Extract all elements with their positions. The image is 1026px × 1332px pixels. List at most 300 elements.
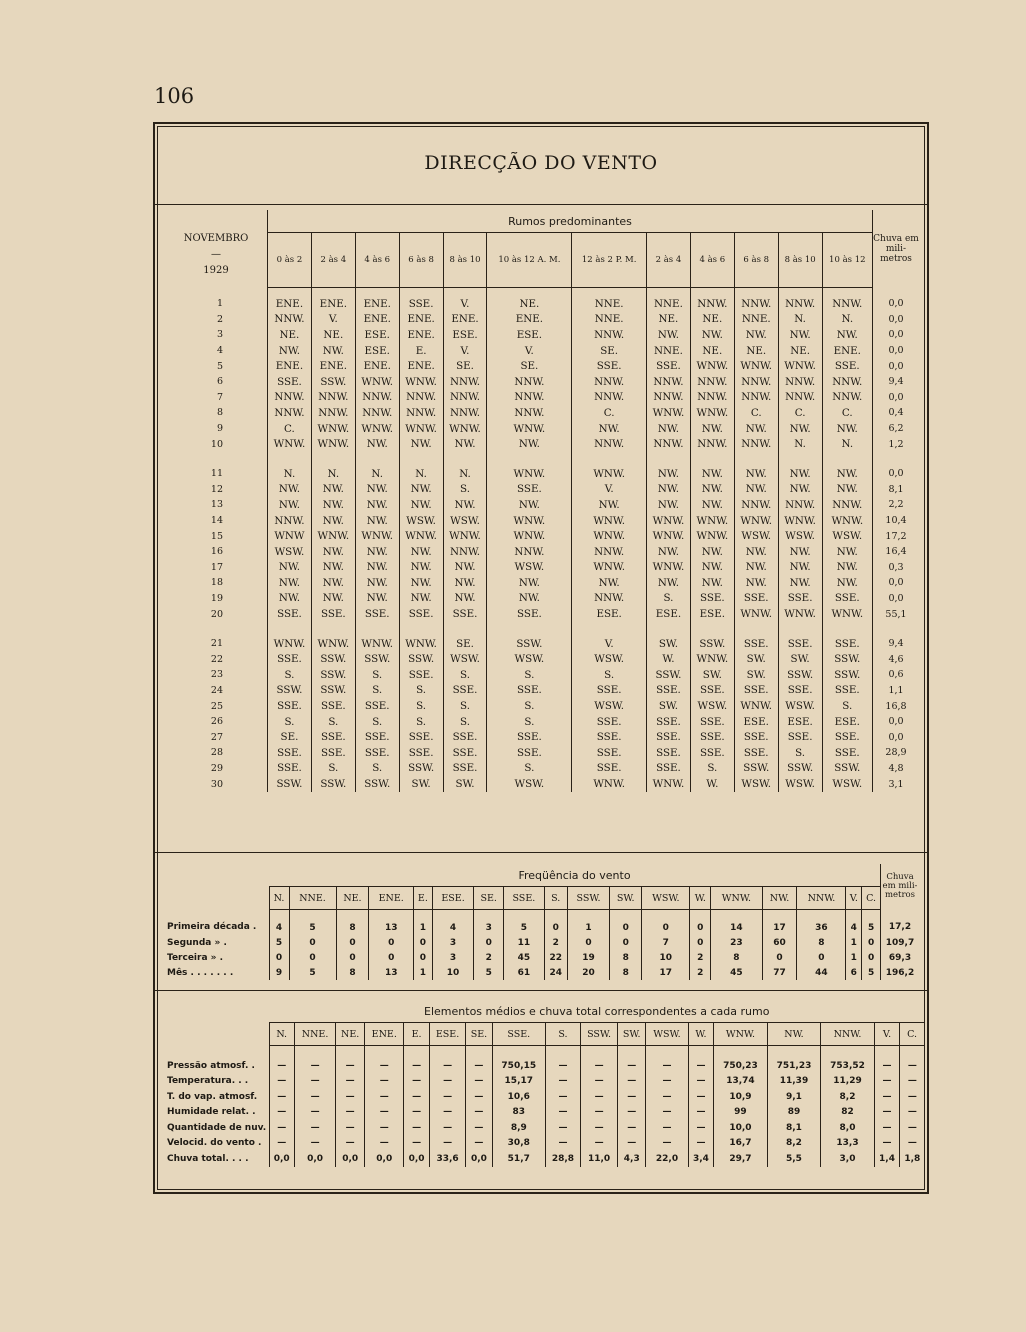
wind-cell: NW. <box>268 343 312 359</box>
wind-cell: SSE. <box>487 683 572 699</box>
wind-cell: SSW. <box>311 667 355 683</box>
frequency-cell: 22 <box>544 950 567 965</box>
rain-cell: 0,3 <box>873 560 920 576</box>
frequency-table <box>165 864 919 980</box>
element-cell: — <box>546 1136 581 1152</box>
table-row <box>165 965 919 980</box>
wind-cell: ENE. <box>443 312 487 328</box>
direction-column-header: SE. <box>474 887 504 910</box>
wind-cell: SSE. <box>647 714 691 730</box>
direction-column-header: E. <box>414 887 433 910</box>
wind-cell: ESE. <box>355 343 399 359</box>
wind-cell: WNW. <box>778 606 822 622</box>
table-row <box>165 1151 925 1167</box>
rain-cell: 28,9 <box>873 745 920 761</box>
wind-cell: ENE. <box>268 358 312 374</box>
wind-cell: WNW. <box>572 528 647 544</box>
wind-cell: NW. <box>311 591 355 607</box>
wind-cell: SSW. <box>399 651 443 667</box>
wind-cell: NNW. <box>355 390 399 406</box>
wind-cell: SW. <box>734 667 778 683</box>
wind-cell: SSE. <box>647 745 691 761</box>
wind-cell: W. <box>690 776 734 792</box>
wind-cell: NNW. <box>690 374 734 390</box>
wind-cell: S. <box>355 683 399 699</box>
wind-cell: N. <box>778 436 822 452</box>
frequency-cell: 7 <box>642 935 690 950</box>
wind-cell: NW. <box>399 482 443 498</box>
element-cell: 0,0 <box>365 1151 404 1167</box>
wind-cell: NNW. <box>443 390 487 406</box>
wind-cell: ESE. <box>778 714 822 730</box>
wind-cell: SSE. <box>822 683 872 699</box>
wind-cell: NW. <box>734 544 778 560</box>
direction-column-header: C. <box>900 1023 925 1046</box>
wind-cell: NW. <box>690 560 734 576</box>
wind-cell: NNW. <box>311 405 355 421</box>
wind-cell: WNW. <box>572 513 647 529</box>
wind-cell: E. <box>399 343 443 359</box>
page-title: DIRECÇÃO DO VENTO <box>424 152 658 174</box>
element-cell: — <box>269 1089 294 1105</box>
wind-cell: N. <box>355 466 399 482</box>
wind-cell: NW. <box>822 560 872 576</box>
element-cell: — <box>900 1089 925 1105</box>
wind-cell: SSE. <box>690 745 734 761</box>
wind-cell: N. <box>822 312 872 328</box>
direction-column-header: WNW. <box>711 887 762 910</box>
wind-cell: NNW. <box>734 374 778 390</box>
time-column-header: 12 às 2 P. M. <box>572 233 647 288</box>
rain-cell: 69,3 <box>881 950 920 965</box>
wind-cell: WNW. <box>487 421 572 437</box>
wind-cell: WNW. <box>647 560 691 576</box>
wind-cell: NW. <box>443 497 487 513</box>
wind-cell: SSE. <box>487 606 572 622</box>
table-row <box>165 1120 925 1136</box>
element-cell: — <box>269 1046 294 1074</box>
element-cell: — <box>646 1105 689 1121</box>
wind-cell: SSE. <box>734 636 778 652</box>
day-cell: 9 <box>216 423 223 435</box>
wind-cell: WNW. <box>647 405 691 421</box>
direction-column-header: E. <box>404 1023 429 1046</box>
wind-cell: NW. <box>778 575 822 591</box>
row-label: Segunda » . <box>167 937 227 948</box>
element-cell: 28,8 <box>546 1151 581 1167</box>
frequency-cell: 5 <box>862 965 881 980</box>
element-cell: — <box>874 1089 899 1105</box>
wind-cell: S. <box>690 761 734 777</box>
rain-cell: 0,0 <box>873 288 920 312</box>
wind-cell: NNW. <box>647 390 691 406</box>
wind-cell: SSE. <box>443 606 487 622</box>
wind-cell: ESE. <box>487 327 572 343</box>
wind-cell: NE. <box>778 343 822 359</box>
wind-cell: ESE. <box>355 327 399 343</box>
wind-cell: SSE. <box>734 745 778 761</box>
table-row <box>165 1136 925 1152</box>
element-cell: — <box>546 1089 581 1105</box>
wind-cell: NNW. <box>690 288 734 312</box>
wind-cell: NW. <box>572 575 647 591</box>
rain-cell: 4,8 <box>873 761 920 777</box>
element-cell: — <box>466 1046 492 1074</box>
direction-column-header: C. <box>862 887 881 910</box>
wind-cell: S. <box>268 714 312 730</box>
element-cell: — <box>688 1074 713 1090</box>
wind-cell: SSW. <box>690 636 734 652</box>
direction-column-header: S. <box>546 1023 581 1046</box>
frequency-cell: 0 <box>642 910 690 936</box>
table-row <box>165 466 919 482</box>
wind-cell: SSE. <box>268 745 312 761</box>
wind-cell: WNW. <box>399 421 443 437</box>
wind-cell: SSE. <box>355 729 399 745</box>
wind-cell: NNW. <box>647 436 691 452</box>
element-cell: — <box>466 1074 492 1090</box>
wind-cell: SSE. <box>572 358 647 374</box>
element-cell: — <box>404 1089 429 1105</box>
day-cell: 20 <box>210 608 223 620</box>
frequency-cell: 17 <box>762 910 797 936</box>
wind-cell: NW. <box>647 544 691 560</box>
direction-column-header: ESE. <box>429 1023 466 1046</box>
wind-cell: NNE. <box>734 312 778 328</box>
frequency-cell: 23 <box>711 935 762 950</box>
time-column-header: 6 às 8 <box>399 233 443 288</box>
wind-cell: N. <box>778 312 822 328</box>
wind-cell: NNW. <box>572 591 647 607</box>
element-cell: — <box>646 1074 689 1090</box>
wind-cell: WNW. <box>268 636 312 652</box>
direction-column-header: NNW. <box>797 887 846 910</box>
frequency-cell: 36 <box>797 910 846 936</box>
element-cell: 30,8 <box>492 1136 546 1152</box>
wind-cell: SSW. <box>355 776 399 792</box>
row-label: Pressão atmosf. . <box>167 1060 255 1071</box>
element-cell: 5,5 <box>767 1151 821 1167</box>
row-label: Primeira década . <box>167 922 257 933</box>
wind-cell: NW. <box>487 497 572 513</box>
wind-cell: N. <box>399 466 443 482</box>
wind-cell: WNW. <box>311 528 355 544</box>
wind-cell: NW. <box>399 575 443 591</box>
wind-cell: NW. <box>399 544 443 560</box>
element-cell: — <box>365 1089 404 1105</box>
wind-cell: NW. <box>355 575 399 591</box>
row-label: Mês . . . . . . . <box>167 967 234 978</box>
day-cell: 21 <box>210 638 223 650</box>
wind-cell: NW. <box>268 482 312 498</box>
element-cell: — <box>429 1136 466 1152</box>
day-cell: 12 <box>210 483 223 495</box>
wind-cell: SSW. <box>822 651 872 667</box>
element-cell: 1,4 <box>874 1151 899 1167</box>
element-cell: — <box>336 1105 365 1121</box>
wind-cell: S. <box>311 714 355 730</box>
day-cell: 3 <box>216 329 223 341</box>
wind-cell: WNW. <box>690 528 734 544</box>
element-cell: — <box>618 1120 646 1136</box>
rain-cell: 55,1 <box>873 606 920 622</box>
element-cell: 0,0 <box>336 1151 365 1167</box>
element-cell: — <box>546 1105 581 1121</box>
frequency-cell: 2 <box>690 965 711 980</box>
wind-cell: NW. <box>647 327 691 343</box>
element-cell: — <box>874 1046 899 1074</box>
element-cell: — <box>466 1120 492 1136</box>
element-cell: 8,0 <box>821 1120 875 1136</box>
table-row <box>165 436 919 452</box>
wind-cell: SW. <box>647 636 691 652</box>
wind-cell: V. <box>443 343 487 359</box>
direction-column-header: SE. <box>466 1023 492 1046</box>
wind-cell: S. <box>311 761 355 777</box>
wind-cell: S. <box>487 714 572 730</box>
element-cell: — <box>874 1136 899 1152</box>
wind-cell: SSW. <box>822 667 872 683</box>
wind-cell: SW. <box>443 776 487 792</box>
day-cell: 15 <box>210 530 223 542</box>
wind-cell: WNW. <box>443 528 487 544</box>
wind-cell: WNW. <box>487 513 572 529</box>
wind-cell: S. <box>355 667 399 683</box>
wind-cell: NW. <box>572 497 647 513</box>
wind-cell: S. <box>399 698 443 714</box>
wind-cell: WSW. <box>443 651 487 667</box>
element-cell: 0,0 <box>269 1151 294 1167</box>
wind-cell: NW. <box>443 560 487 576</box>
wind-cell: NNW. <box>572 436 647 452</box>
frequency-cell: 0 <box>289 935 336 950</box>
element-cell: — <box>580 1089 617 1105</box>
wind-cell: NW. <box>647 575 691 591</box>
table-row <box>165 1074 925 1090</box>
wind-cell: NW. <box>822 575 872 591</box>
wind-cell: S. <box>647 591 691 607</box>
wind-cell: NW. <box>311 513 355 529</box>
frequency-cell: 8 <box>610 965 642 980</box>
wind-cell: SSE. <box>399 667 443 683</box>
wind-cell: N. <box>443 466 487 482</box>
wind-cell: SW. <box>734 651 778 667</box>
wind-cell: SSW. <box>399 761 443 777</box>
wind-cell: NW. <box>690 497 734 513</box>
wind-cell: NNW. <box>734 497 778 513</box>
frequency-cell: 61 <box>504 965 545 980</box>
wind-cell: WNW. <box>647 528 691 544</box>
day-cell: 7 <box>216 391 223 403</box>
element-cell: — <box>336 1120 365 1136</box>
direction-column-header: SSE. <box>492 1023 546 1046</box>
wind-cell: NNW. <box>268 390 312 406</box>
month-label: NOVEMBRO <box>183 233 249 244</box>
day-cell: 17 <box>210 561 223 573</box>
table-row <box>165 513 919 529</box>
frequency-cell: 0 <box>567 935 610 950</box>
wind-cell: SSE. <box>822 745 872 761</box>
rain-cell: 0,4 <box>873 405 920 421</box>
element-cell: — <box>365 1136 404 1152</box>
wind-cell: S. <box>487 667 572 683</box>
frequency-cell: 0 <box>474 935 504 950</box>
wind-cell: SSE. <box>399 288 443 312</box>
time-column-header: 2 às 4 <box>647 233 691 288</box>
wind-cell: NW. <box>647 466 691 482</box>
time-column-header: 6 às 8 <box>734 233 778 288</box>
wind-cell: NW. <box>268 575 312 591</box>
frequency-cell: 3 <box>432 935 474 950</box>
direction-column-header: NNW. <box>821 1023 875 1046</box>
time-column-header: 8 às 10 <box>443 233 487 288</box>
wind-cell: NW. <box>572 421 647 437</box>
rain-cell: 16,4 <box>873 544 920 560</box>
wind-cell: SSE. <box>647 683 691 699</box>
direction-column-header: N. <box>269 1023 294 1046</box>
wind-cell: NW. <box>311 575 355 591</box>
element-cell: — <box>294 1089 335 1105</box>
wind-cell: ENE. <box>355 358 399 374</box>
day-cell: 30 <box>210 778 223 790</box>
frequency-cell: 4 <box>846 910 862 936</box>
frequency-cell: 5 <box>862 910 881 936</box>
wind-cell: NNE. <box>647 288 691 312</box>
element-cell: — <box>646 1089 689 1105</box>
day-cell: 5 <box>216 360 223 372</box>
wind-cell: NW. <box>734 482 778 498</box>
wind-cell: NW. <box>647 421 691 437</box>
section-divider-1 <box>155 852 927 853</box>
wind-cell: SSE. <box>268 606 312 622</box>
day-cell: 28 <box>210 747 223 759</box>
wind-cell: NW. <box>778 421 822 437</box>
wind-cell: NE. <box>311 327 355 343</box>
wind-cell: WSW. <box>778 528 822 544</box>
wind-cell: NW. <box>778 466 822 482</box>
wind-cell: SSE. <box>690 683 734 699</box>
table-row <box>165 714 919 730</box>
wind-cell: V. <box>311 312 355 328</box>
table-row <box>165 761 919 777</box>
element-cell: — <box>546 1120 581 1136</box>
wind-cell: SSE. <box>647 729 691 745</box>
frequency-cell: 2 <box>474 950 504 965</box>
wind-cell: SSE. <box>399 729 443 745</box>
wind-cell: N. <box>311 466 355 482</box>
element-cell: 82 <box>821 1105 875 1121</box>
wind-cell: NW. <box>822 421 872 437</box>
element-cell: 0,0 <box>294 1151 335 1167</box>
element-cell: 0,0 <box>466 1151 492 1167</box>
element-cell: — <box>294 1105 335 1121</box>
wind-cell: SSE. <box>572 761 647 777</box>
frequency-cell: 5 <box>474 965 504 980</box>
wind-cell: SSE. <box>311 606 355 622</box>
table-row <box>165 405 919 421</box>
wind-cell: NW. <box>268 591 312 607</box>
frequency-cell: 0 <box>369 935 414 950</box>
wind-cell: N. <box>268 466 312 482</box>
element-cell: — <box>900 1136 925 1152</box>
rain-cell: 196,2 <box>881 965 920 980</box>
element-cell: — <box>365 1074 404 1090</box>
wind-cell: WSW. <box>822 528 872 544</box>
table-row <box>165 591 919 607</box>
wind-cell: ESE. <box>822 714 872 730</box>
wind-cell: NW. <box>311 482 355 498</box>
frequency-cell: 4 <box>432 910 474 936</box>
row-label: T. do vap. atmosf. <box>167 1091 258 1102</box>
wind-cell: SSW. <box>355 651 399 667</box>
table-row <box>165 374 919 390</box>
frequency-cell: 45 <box>504 950 545 965</box>
wind-cell: NW. <box>778 544 822 560</box>
wind-cell: SSE. <box>268 374 312 390</box>
wind-cell: SSE. <box>268 698 312 714</box>
element-cell: 11,39 <box>767 1074 821 1090</box>
table-row <box>165 288 919 312</box>
wind-cell: NNW. <box>487 405 572 421</box>
wind-cell: SSE. <box>778 591 822 607</box>
element-cell: 10,6 <box>492 1089 546 1105</box>
wind-cell: NW. <box>690 421 734 437</box>
frequency-cell: 0 <box>414 950 433 965</box>
wind-cell: SSE. <box>734 729 778 745</box>
wind-cell: WNW. <box>355 421 399 437</box>
wind-cell: WNW. <box>311 436 355 452</box>
frequency-cell: 13 <box>369 910 414 936</box>
element-cell: — <box>269 1105 294 1121</box>
element-cell: — <box>874 1074 899 1090</box>
wind-cell: NE. <box>690 343 734 359</box>
rain-cell: 2,2 <box>873 497 920 513</box>
frequency-cell: 3 <box>474 910 504 936</box>
wind-cell: WNW. <box>690 358 734 374</box>
table-row <box>165 312 919 328</box>
wind-cell: WNW. <box>487 528 572 544</box>
element-cell: — <box>618 1089 646 1105</box>
frequency-cell: 0 <box>269 950 289 965</box>
wind-cell: SSE. <box>443 729 487 745</box>
element-cell: — <box>618 1046 646 1074</box>
wind-cell: NNW. <box>487 390 572 406</box>
element-cell: — <box>688 1089 713 1105</box>
element-cell: — <box>294 1120 335 1136</box>
table-row <box>165 683 919 699</box>
element-cell: — <box>429 1105 466 1121</box>
wind-cell: NW. <box>487 436 572 452</box>
wind-cell: WSW. <box>690 698 734 714</box>
wind-cell: SSE. <box>487 745 572 761</box>
row-label: Humidade relat. . <box>167 1107 256 1118</box>
wind-cell: SSW. <box>311 374 355 390</box>
wind-cell: WNW <box>268 528 312 544</box>
frequency-cell: 44 <box>797 965 846 980</box>
wind-cell: NW. <box>734 575 778 591</box>
element-cell: — <box>404 1136 429 1152</box>
rain-cell: 0,0 <box>873 575 920 591</box>
wind-cell: S. <box>822 698 872 714</box>
wind-cell: NNW. <box>778 288 822 312</box>
element-cell: — <box>404 1074 429 1090</box>
wind-cell: NNW. <box>778 390 822 406</box>
wind-cell: SSE. <box>778 729 822 745</box>
wind-cell: NW. <box>690 544 734 560</box>
rain-cell: 16,8 <box>873 698 920 714</box>
rain-cell: 0,0 <box>873 591 920 607</box>
wind-cell: WSW. <box>734 776 778 792</box>
